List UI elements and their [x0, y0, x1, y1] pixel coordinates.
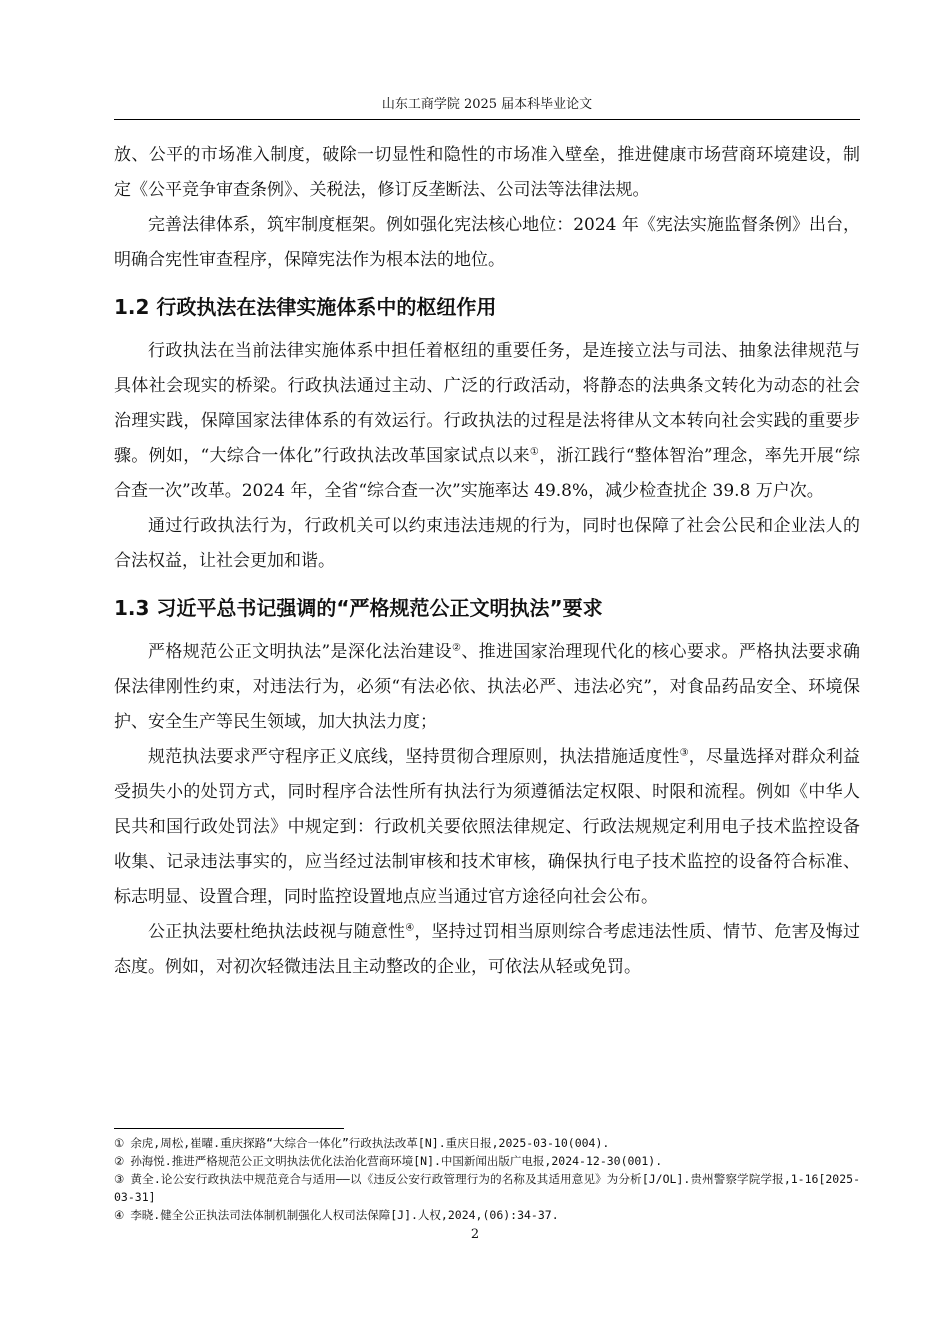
footnote-mark: ① [114, 1136, 125, 1150]
header-rule [114, 119, 860, 120]
footnote-separator [114, 1128, 344, 1129]
footnote-ref-4[interactable]: ④ [405, 922, 415, 934]
section-heading-1-3: 1.3 习近平总书记强调的“严格规范公正文明执法”要求 [114, 596, 603, 620]
paragraph-4: 通过行政执法行为，行政机关可以约束违法违规的行为，同时也保障了社会公民和企业法人的合法权益，让社会更加和谐。 [114, 516, 860, 571]
page-number: 2 [470, 1227, 480, 1242]
paragraph-6-part-a: 规范执法要求严守程序正义底线，坚持贯彻合理原则，执法措施适度性 [148, 747, 680, 767]
footnote-1 [114, 1134, 860, 1152]
paragraph-1: 放、公平的市场准入制度，破除一切显性和隐性的市场准入壁垒，推进健康市场营商环境建设，制定《公平竞争审查条例》、关税法，修订反垄断法、公司法等法律法规。 [114, 145, 860, 200]
footnote-text: 孙海悦.推进严格规范公正文明执法优化法治化营商环境[N].中国新闻出版广电报,2024-12-30(001). [130, 1154, 663, 1168]
footnote-ref-2[interactable]: ② [451, 642, 462, 654]
paragraph-5 [114, 635, 860, 740]
footnote-mark: ② [114, 1154, 125, 1168]
paragraph-3 [114, 334, 860, 509]
footnote-3 [114, 1170, 860, 1206]
footnote-ref-3[interactable]: ③ [679, 747, 689, 759]
section-heading-1-2: 1.2 行政执法在法律实施体系中的枢纽作用 [114, 295, 497, 319]
paragraph-5-part-b: 、推进国家治理现代化的核心要求。严格执法要求确保法律刚性约束，对违法行为，必须“有法必依、执法必严、违法必究”，对食品药品安全、环境保护、安全生产等民生领域，加大执法力度； [114, 642, 860, 732]
footnote-text: 余虎,周松,崔曜.重庆探路“大综合一体化”行政执法改革[N].重庆日报,2025-03-10(004). [130, 1136, 610, 1150]
page-body [114, 138, 860, 985]
paragraph-5-part-a: 严格规范公正文明执法”是深化法治建设 [148, 642, 452, 662]
footnote-text: 李晓.健全公正执法司法体制机制强化人权司法保障[J].人权,2024,(06):34-37. [130, 1208, 559, 1222]
running-header: 山东工商学院 2025 届本科毕业论文 [381, 97, 593, 112]
footnote-mark: ④ [114, 1208, 125, 1222]
paragraph-7-part-b: ，坚持过罚相当原则综合考虑违法性质、情节、危害及悔过态度。例如，对初次轻微违法且主动整改的企业，可依法从轻或免罚。 [114, 922, 861, 977]
footnote-text: 黄全.论公安行政执法中规范竞合与适用——以《违反公安行政管理行为的名称及其适用意见》为分析[J/OL].贵州警察学院学报,1-16[2025-03-31] [114, 1172, 860, 1204]
footnote-4 [114, 1206, 860, 1224]
paragraph-7 [114, 915, 860, 985]
paragraph-2: 完善法律体系，筑牢制度框架。例如强化宪法核心地位：2024 年《宪法实施监督条例》出台，明确合宪性审查程序，保障宪法作为根本法的地位。 [114, 215, 860, 270]
paragraph-3-part-a: 行政执法在当前法律实施体系中担任着枢纽的重要任务，是连接立法与司法、抽象法律规范与具体社会现实的桥梁。行政执法通过主动、广泛的行政活动，将静态的法典条文转化为动态的社会治理实践，保障国家法律体系的有效运行。行政执法的过程是法将律从文本转向社会实践的重要步骤。例如，“大综合一体化”行政执法改革国家试点以来 [114, 341, 860, 466]
paragraph-6-part-b: ，尽量选择对群众利益受损失小的处罚方式，同时程序合法性所有执法行为须遵循法定权限、时限和流程。例如《中华人民共和国行政处罚法》中规定到：行政机关要依照法律规定、行政法规规定利用电子技术监控设备收集、记录违法事实的，应当经过法制审核和技术审核，确保执行电子技术监控的设备符合标准、标志明显、设置合理，同时监控设置地点应当通过官方途径向社会公布。 [114, 747, 861, 907]
paragraph-7-part-a: 公正执法要杜绝执法歧视与随意性 [148, 922, 406, 942]
paragraph-6 [114, 740, 860, 915]
footnote-mark: ③ [114, 1172, 125, 1186]
footnote-ref-1[interactable]: ① [529, 446, 540, 458]
footnote-2 [114, 1152, 860, 1170]
footnotes [114, 1134, 860, 1224]
paragraph-3-part-b: ，浙江践行“整体智治”理念，率先开展“综合查一次”改革。2024 年，全省“综合查一次”实施率达 49.8%，减少检查扰企 39.8 万户次。 [114, 446, 861, 501]
